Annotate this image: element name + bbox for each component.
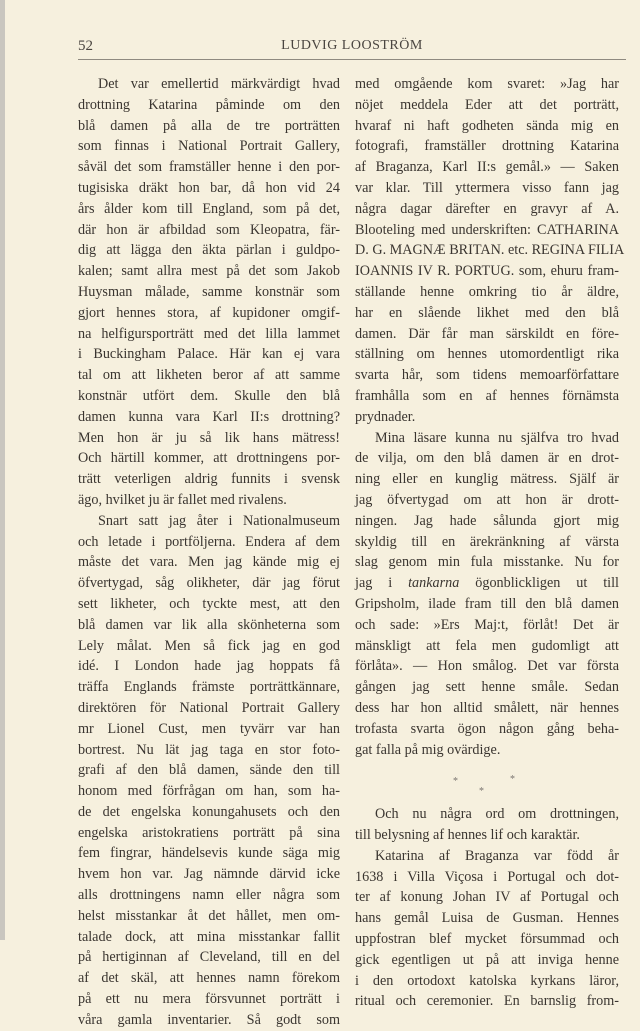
text-line: uppfostran blef mycket försummad och	[355, 931, 619, 948]
text-line: i Buckingham Palace. Här kan ej vara	[78, 346, 340, 363]
text-line: Katarina af Braganza var född år	[375, 847, 619, 864]
text-line: tugisiska dräkt hon bar, då hon vid 24	[78, 179, 340, 196]
text-line: bortrest. Nu lät jag taga en stor foto-	[78, 741, 340, 758]
right-column	[355, 74, 625, 1012]
page-header	[78, 38, 626, 58]
text-line: trofasta svarta ögon någon gång beha-	[355, 720, 619, 737]
text-line: Mina läsare kunna nu själfva tro hvad	[375, 429, 619, 446]
text-line: fem fingrar, händelsevis kunde säga mig	[78, 845, 340, 862]
text-line: gjort hennes stora, af kupidoner omgif-	[78, 304, 340, 321]
text-line: Gripsholm, ilade fram till den blå damen	[355, 595, 619, 612]
text-line: framhålla som en af hennes förnämsta	[355, 387, 619, 404]
text-line: mr Lionel Cust, men tyvärr var han	[78, 720, 340, 737]
text-line: ställning om hennes utomordentligt rika	[355, 346, 619, 363]
left-column	[78, 74, 340, 1031]
text-line: damen kunna vara Karl II:s drottning?	[78, 408, 340, 425]
text-line: 1638 i Villa Viçosa i Portugal och dot-	[355, 868, 619, 885]
text-line: de vilja, om den blå damen är en drot-	[355, 450, 619, 467]
text-line: IOANNIS IV R. PORTUG. som, ehuru fram-	[355, 263, 619, 280]
text-line: damen. Där får man särskildt en före-	[355, 325, 619, 342]
text-line: där hon är afbildad som Kleopatra, fär-	[78, 221, 340, 238]
right-column-part-b	[355, 804, 619, 1012]
text-line: i den ortodoxt katolska kyrkans läror,	[355, 972, 619, 989]
text-line: slag genom min fula misstanke. Nu for	[355, 554, 619, 571]
section-break	[355, 760, 619, 804]
text-line: ning eller en kunglig mätress. Själf är	[355, 471, 619, 488]
text-line: på hertiginnan af Cleveland, till en del	[78, 949, 340, 966]
text-line: hvem hon var. Jag nämnde därvid icke	[78, 866, 340, 883]
text-line: talade dock, att mina misstankar fallit	[78, 928, 340, 945]
text-line: har en slående likhet med den blå	[355, 304, 619, 321]
asterisk-icon: *	[479, 786, 484, 798]
text-line: till belysning af hennes lif och karaktär.	[355, 827, 580, 844]
text-line: alls drottningens namn eller några som	[78, 887, 340, 904]
text-line: Det var emellertid märkvärdigt hvad	[98, 76, 340, 92]
text-line: trätt veterligen aldrig funnits i svensk	[78, 471, 340, 488]
text-line: nöjet meddela Eder att det porträtt,	[355, 96, 619, 113]
text-line: af det skäl, att hennes namn förekom	[78, 970, 340, 987]
text-line: var klar. Till yttermera visso fann jag	[355, 179, 619, 196]
text-line: dig att lägga den äkta pärlan i guldpo-	[78, 242, 340, 259]
text-line: Blooteling med underskriften: CATHARINA	[355, 221, 619, 238]
text-line: tal om att likheten beror af att samme	[78, 367, 340, 384]
text-line: hvaraf ni haft godheten sända mig en	[355, 117, 619, 134]
text-line: ningen. Jag hade sålunda gjort mig	[355, 512, 619, 529]
scan-edge	[0, 0, 5, 940]
text-line: med omgående kom svaret: »Jag har	[355, 76, 619, 92]
text-line: hans gemål Luisa de Gusman. Hennes	[355, 910, 619, 927]
text-line: prydnader.	[355, 408, 416, 425]
text-line: gat falla på mig ovärdige.	[355, 741, 501, 758]
text-line: dess har hon alltid smålett, när hennes	[355, 699, 619, 716]
text-line: fotografi, framställer drottning Katarina	[355, 138, 619, 155]
text-line: svarta hår, som tidens memoarförfattare	[355, 367, 619, 384]
text-line: förlåta». — Hon smålog. Det var första	[355, 658, 619, 675]
text-line: några dagar därefter en gravyr af A.	[355, 200, 619, 217]
right-column-part-a	[355, 74, 625, 760]
text-line: de det engelska konungahusets och den	[78, 803, 340, 820]
text-line: Snart satt jag åter i Nationalmuseum	[98, 512, 340, 529]
text-line: grafi af den blå damen, sände den till	[78, 762, 340, 779]
text-line: måste det vara. Men jag kände mig ej	[78, 554, 340, 571]
text-line: på ett nu mera försvunnet porträtt i	[78, 991, 340, 1008]
text-line: gick egentligen ut på att inviga henne	[355, 951, 619, 968]
running-title: LUDVIG LOOSTRÖM	[281, 38, 423, 53]
text-line: Och härtill kommer, att drottningens por-	[78, 450, 340, 467]
text-line: öfvertygad, såg olikheter, där jag förut	[78, 575, 340, 592]
text-line: mänskligt att fela men gudomligt att	[355, 637, 619, 654]
text-line: helst misstankar åt det hållet, men om-	[78, 907, 340, 924]
text-line: Lely målat. Men så fick jag en god	[78, 637, 340, 654]
text-line: som finnas i National Portrait Gallery,	[78, 138, 340, 155]
text-line: D. G. MAGNÆ BRITAN. etc. REGINA FILIA	[355, 242, 625, 259]
text-line: ställande henne omkring tio år äldre,	[355, 283, 619, 300]
text-line: kalen; samt allra mest på det som Jakob	[78, 263, 340, 280]
text-line: drottning Katarina påminde om den	[78, 96, 340, 113]
text-line: och sade: »Ers Maj:t, förlåt! Det är	[355, 616, 619, 633]
text-line: års ålder kom till England, som på det,	[78, 200, 340, 217]
text-line: konstnär utfört dem. Skulle den blå	[78, 387, 340, 404]
text-line: ter af konung Johan IV af Portugal och	[355, 889, 619, 906]
header-rule	[78, 59, 626, 60]
asterisk-icon: *	[510, 774, 515, 786]
text-line: såväl det som framställer henne i den por-	[78, 159, 340, 176]
text-line: och letade i portföljerna. Endera af dem	[78, 533, 340, 550]
text-line: gången jag sett henne småle. Sedan	[355, 679, 619, 696]
text-line: Men hon är ju så lik hans mätress!	[78, 429, 340, 446]
text-line: na helfigursporträtt med det lilla lammet	[78, 325, 340, 342]
text-line: jag öfvertygad om att hon är drott-	[355, 491, 619, 508]
text-line: sett likheter, och tyckte mest, att den	[78, 595, 340, 612]
text-line: idé. I London hade jag hoppats få	[78, 658, 340, 675]
asterisk-icon: *	[453, 776, 458, 788]
text-line: af Braganza, Karl II:s gemål.» — Saken	[355, 159, 619, 176]
text-line: ritual och ceremonier. En barnslig from-	[355, 993, 619, 1010]
text-line: träffa Englands främste porträttkännare,	[78, 679, 340, 696]
page-number: 52	[78, 38, 93, 54]
text-line: skyldig till en ärekränkning af värsta	[355, 533, 619, 550]
text-line: ägo, hvilket ju är fallet med rivalens.	[78, 491, 287, 508]
text-line: direktören för National Portrait Gallery	[78, 699, 340, 716]
text-line: Huysman målade, samme konstnär som	[78, 283, 340, 300]
text-line: engelska aristokratiens porträtt på sina	[78, 824, 340, 841]
text-line: Och nu några ord om drottningen,	[375, 806, 619, 823]
text-line: honom med förfrågan om han, som ha-	[78, 783, 340, 800]
text-line: våra gamla inventarier. Så godt som	[78, 1011, 340, 1028]
text-line: jag i tankarna ögonblickligen ut till	[355, 575, 619, 592]
text-line: blå damen på alla de tre porträtten	[78, 117, 340, 134]
text-line: blå damen var lik alla skönheterna som	[78, 616, 340, 633]
